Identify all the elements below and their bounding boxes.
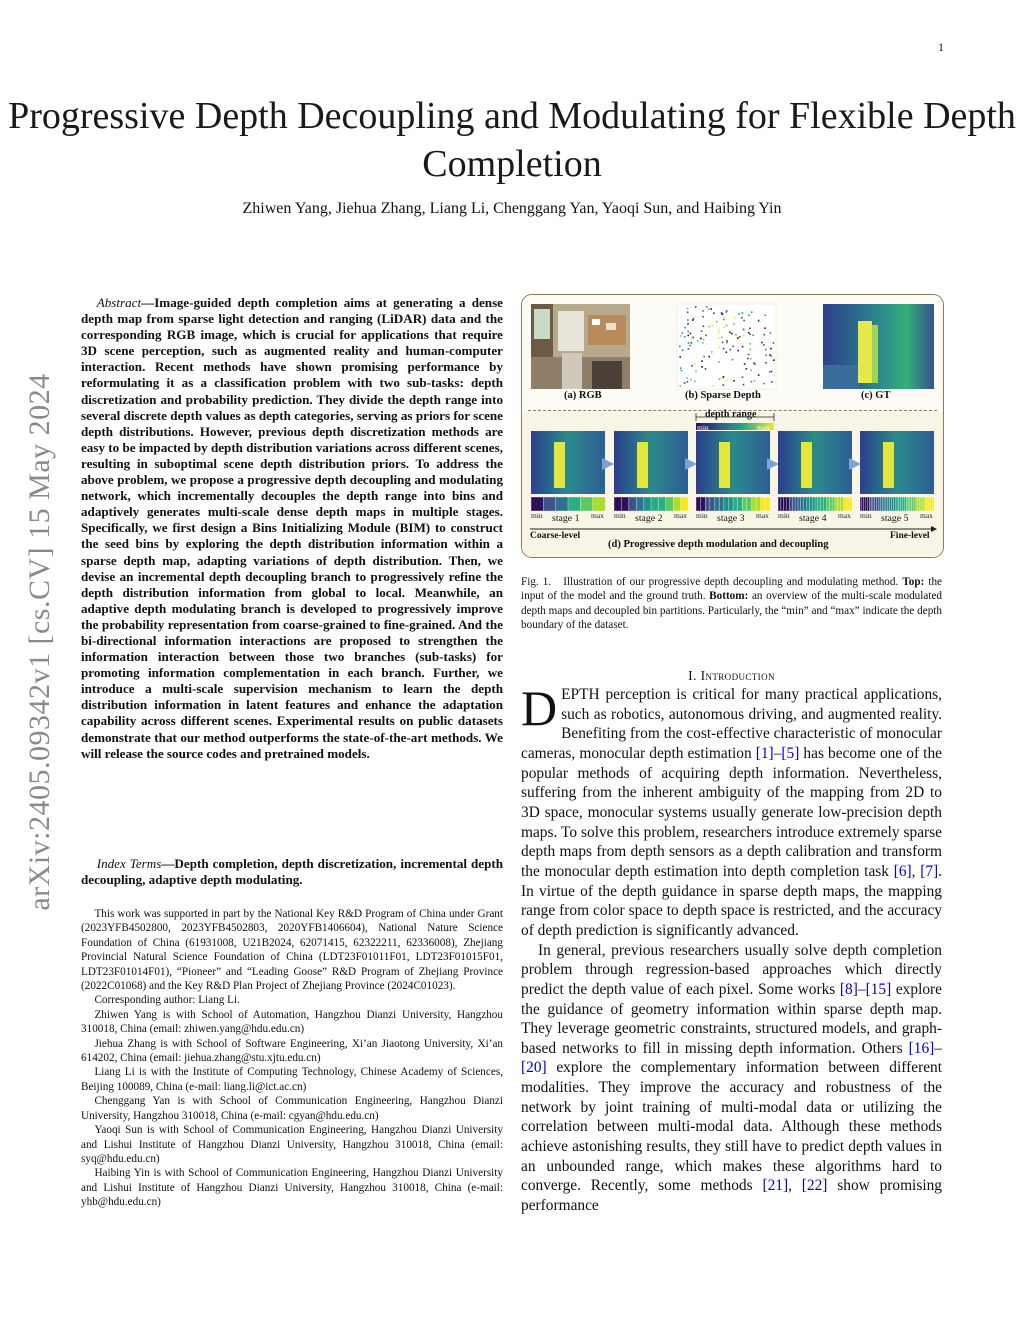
section-title: Introduction: [700, 668, 775, 683]
sparse-depth-point: [743, 335, 745, 337]
sparse-depth-point: [706, 306, 708, 308]
depth-bin: [556, 497, 569, 511]
depth-bin: [838, 497, 841, 511]
depth-bin: [815, 497, 818, 511]
sparse-depth-point: [723, 384, 725, 386]
depth-bin: [824, 497, 827, 511]
depth-bin: [795, 497, 798, 511]
sparse-depth-point: [764, 327, 766, 329]
sparse-depth-point: [705, 335, 707, 337]
footnote-affiliation: Liang Li is with the Institute of Computing Technology, Chinese Academy of Sciences, Beijing 100089, China (e-mail: liang.li@ict.ac.cn): [81, 1066, 503, 1093]
footnote-affiliation: Yaoqi Sun is with School of Communication Engineering, Hangzhou Dianzi University and Lishui Institute of Hangzhou Dianzi University, Hangzhou 310018, China (email: syq@hdu.edu.cn): [81, 1124, 503, 1165]
caption-bottom-text: an overview of the multi-scale modulated depth maps and decoupled bin partitions. Particularly, the “min” and “max” indicate the depth boundary of the dataset.: [521, 590, 943, 632]
modulated-depth-map: [696, 431, 770, 494]
depth-bin: [835, 497, 838, 511]
sparse-depth-point: [689, 345, 691, 347]
page-number: 1: [938, 40, 944, 54]
sparse-depth-point: [710, 308, 712, 310]
depth-bin: [747, 497, 752, 511]
intro-text: show promising performance: [521, 1177, 942, 1215]
caption-label: Fig. 1.: [521, 576, 552, 588]
sparse-depth-point: [721, 312, 723, 314]
depth-bin: [765, 497, 770, 511]
sparse-depth-point: [726, 379, 728, 381]
sparse-depth-point: [680, 367, 682, 369]
intro-text: EPTH perception is critical for many practical applications, such as robotics, autonomous driving, and augmented reality. Benefiting from the cost-effective characteristic of monocular cameras, monocular depth estimation: [521, 686, 943, 762]
range-max: max: [757, 423, 770, 432]
sparse-depth-point: [701, 366, 703, 368]
citation-link[interactable]: [5]: [781, 744, 800, 762]
drop-cap: D: [521, 680, 558, 736]
caption-bottom-label: Bottom:: [709, 590, 749, 603]
depth-bin: [756, 497, 761, 511]
depth-bin: [543, 497, 556, 511]
sparse-depth-point: [732, 346, 734, 348]
bin-max-label: max: [838, 511, 851, 520]
sparse-depth-point: [747, 358, 749, 360]
depth-bin: [804, 497, 807, 511]
depth-bin: [728, 497, 733, 511]
depth-bin: [781, 497, 784, 511]
sparse-depth-point: [758, 320, 760, 322]
sparse-depth-point: [725, 311, 727, 313]
sparse-depth-point: [688, 348, 690, 350]
intro-paragraph-1: [521, 680, 943, 941]
figure-1: [521, 294, 944, 558]
section-number: I.: [688, 668, 697, 683]
intro-text: In general, previous researchers usually solve depth completion problem through regression-based approaches which directly predict the depth value of each pixel. Some works: [521, 941, 942, 998]
rgb-image: [531, 304, 630, 389]
depth-bin: [738, 497, 743, 511]
sparse-depth-point: [724, 316, 726, 318]
footnote-funding: This work was supported in part by the National Key R&D Program of China under Grant (2023YFB4502800, 2023YFB4502803, 2020YFB1406604), National Nature Science Foundation of China (61931008, U21B2024, 62071415, 62322211, 62336008), Zhejiang Provincial Natural Science Foundation of China (LDT23F01011F01, LDT23F01015F01, LDT23F01014F01), “Pioneer” and “Leading Goose” R&D Program of Zhejiang Province (2022C01068) and the Key R&D Plan Project of Zhejiang Province (2024C01023).: [81, 908, 503, 993]
sparse-depth-point: [729, 332, 731, 334]
depth-bin: [812, 497, 815, 511]
range-min: min: [697, 423, 709, 432]
intro-text: explore the guidance of geometry information within sparse depth map. They leverage geometric constraints, structured models, and graph-based networks to fill in missing depth information. Others: [521, 980, 943, 1057]
bin-min-label: min: [614, 511, 626, 520]
abstract: [81, 295, 503, 762]
sparse-depth-point: [684, 327, 686, 329]
sparse-depth-point: [691, 365, 693, 367]
depth-bin: [784, 497, 787, 511]
sparse-depth-point: [749, 343, 751, 345]
sparse-depth-point: [690, 333, 692, 335]
sparse-depth-point: [684, 382, 686, 384]
caption-top-label: Top:: [902, 576, 925, 588]
sparse-depth-point: [688, 335, 690, 337]
modulated-depth-map: [614, 431, 688, 494]
depth-bin: [531, 497, 544, 511]
depth-bin: [841, 497, 844, 511]
sparse-depth-point: [719, 378, 721, 380]
sparse-depth-point: [763, 383, 765, 385]
sparse-depth-point: [718, 329, 720, 331]
depth-bin: [821, 497, 824, 511]
depth-bin: [593, 497, 606, 511]
sparse-depth-point: [681, 370, 683, 372]
depth-bin: [806, 497, 809, 511]
sparse-depth-point: [718, 361, 720, 363]
depth-bin: [798, 497, 801, 511]
depth-bin: [568, 497, 581, 511]
caption-text: Illustration of our progressive depth decoupling and modulating method.: [563, 576, 899, 588]
sparse-depth-point: [716, 321, 718, 323]
footnote-affiliation: Haibing Yin is with School of Communication Engineering, Hangzhou Dianzi University and Lishui Institute of Hangzhou Dianzi University, Hangzhou 310018, China (e-mail: yhb@hdu.edu.cn): [81, 1167, 503, 1209]
depth-range-label: depth range: [705, 409, 757, 420]
citation-link[interactable]: [1]: [755, 744, 774, 762]
sparse-depth-point: [711, 351, 713, 353]
bin-min-label: min: [531, 511, 543, 520]
depth-bin: [651, 497, 659, 511]
depth-bin: [580, 497, 593, 511]
sparse-depth-point: [726, 340, 728, 342]
intro-text: . In virtue of the depth guidance in sparse depth maps, the mapping range from color space to depth space is restricted, and the accuracy of depth prediction is significantly advanced.: [521, 862, 942, 939]
sparse-depth-point: [746, 368, 748, 370]
bin-max-label: max: [920, 511, 933, 520]
fine-level-label: Fine-level: [890, 531, 930, 541]
sparse-depth-point: [726, 342, 728, 344]
sparse-depth-point: [744, 363, 746, 365]
footnote-corresponding: Corresponding author: Liang Li.: [94, 994, 240, 1007]
sparse-depth-point: [771, 371, 773, 373]
panel-c-label: (c) GT: [861, 390, 891, 401]
sparse-depth-point: [687, 331, 689, 333]
footnote-affiliation: Chenggang Yan is with School of Communication Engineering, Hangzhou Dianzi University, Hangzhou 310018, China (e-mail: cgyan@hdu.edu.cn): [81, 1095, 503, 1122]
sparse-depth-point: [773, 342, 775, 344]
sparse-depth-point: [702, 310, 704, 312]
sparse-depth-point: [690, 379, 692, 381]
sparse-depth-point: [700, 338, 702, 340]
sparse-depth-point: [691, 342, 693, 344]
bin-min-label: min: [696, 511, 708, 520]
sparse-depth-point: [708, 326, 710, 328]
depth-bin: [829, 497, 832, 511]
depth-bin: [792, 497, 795, 511]
sparse-depth-point: [693, 318, 695, 320]
depth-bin: [614, 497, 622, 511]
sparse-depth-point: [723, 319, 725, 321]
sparse-depth-point: [723, 348, 725, 350]
sparse-depth-point: [726, 351, 728, 353]
sparse-depth-point: [749, 333, 751, 335]
sparse-depth-point: [719, 346, 721, 348]
depth-bin: [621, 497, 629, 511]
sparse-depth-point: [697, 340, 699, 342]
depth-bin: [818, 497, 821, 511]
introduction-body: [521, 680, 943, 1216]
intro-text: –: [857, 980, 866, 998]
sparse-depth-point: [763, 334, 765, 336]
sparse-depth-point: [735, 317, 737, 319]
sparse-depth-point: [702, 316, 704, 318]
depth-bin: [809, 497, 812, 511]
depth-bin: [715, 497, 720, 511]
bin-max-label: max: [591, 511, 604, 520]
depth-bin: [710, 497, 715, 511]
sparse-depth-point: [750, 349, 752, 351]
depth-bin: [701, 497, 706, 511]
sparse-depth-point: [761, 342, 763, 344]
citation-link[interactable]: [20]: [521, 1059, 547, 1077]
citation-link[interactable]: [22]: [801, 1177, 828, 1195]
sparse-depth-point: [718, 331, 720, 333]
citation-link[interactable]: [16]: [908, 1039, 935, 1057]
depth-bin: [719, 497, 724, 511]
sparse-depth-point: [763, 344, 765, 346]
sparse-depth-point: [774, 375, 776, 377]
depth-bin: [636, 497, 644, 511]
depth-bin: [787, 497, 790, 511]
depth-object-region: [801, 442, 812, 488]
sparse-depth-point: [687, 381, 689, 383]
sparse-depth-point: [718, 337, 720, 339]
sparse-depth-point: [733, 380, 735, 382]
bin-max-label: max: [756, 511, 769, 520]
sparse-depth-point: [770, 332, 772, 334]
bin-min-label: min: [860, 511, 872, 520]
sparse-depth-point: [694, 363, 696, 365]
depth-object-region: [883, 442, 894, 488]
sparse-depth-point: [687, 308, 689, 310]
sparse-depth-point: [687, 323, 689, 325]
depth-bin: [666, 497, 674, 511]
footnote-affiliation: Zhiwen Yang is with School of Automation, Hangzhou Dianzi University, Hangzhou 310018, China (email: zhiwen.yang@hdu.edu.cn): [81, 1008, 503, 1036]
sparse-depth-point: [750, 369, 752, 371]
sparse-depth-point: [723, 376, 725, 378]
depth-bin: [801, 497, 804, 511]
sparse-depth-point: [731, 333, 733, 335]
sparse-depth-point: [751, 381, 753, 383]
sparse-depth-point: [730, 349, 732, 351]
citation-link[interactable]: [8]: [839, 980, 858, 998]
sparse-depth-point: [751, 311, 753, 313]
sparse-depth-point: [743, 329, 745, 331]
sparse-depth-point: [695, 306, 697, 308]
sparse-depth-point: [769, 354, 771, 356]
sparse-depth-point: [701, 330, 703, 332]
sparse-depth-point: [712, 385, 714, 387]
depth-object-region: [554, 442, 565, 488]
stage-label: stage 2: [635, 513, 663, 524]
sparse-depth-point: [679, 356, 681, 358]
index-terms-lead: Index Terms: [96, 856, 162, 871]
sparse-depth-point: [770, 348, 772, 350]
sparse-depth-point: [692, 337, 694, 339]
arxiv-id: arXiv:2405.09342v1 [cs.CV] 15 May 2024: [23, 373, 56, 911]
citation-link[interactable]: [21]: [762, 1177, 789, 1195]
index-terms-text: —Depth completion, depth discretization, incremental depth decoupling, adaptive depth modulating.: [81, 856, 504, 888]
depth-bin: [761, 497, 766, 511]
depth-bin: [932, 497, 934, 511]
sparse-depth-point: [679, 385, 681, 387]
depth-bin: [846, 497, 849, 511]
abstract-lead: Abstract: [96, 295, 142, 310]
gt-depth-image: [823, 304, 934, 389]
sparse-depth-point: [722, 342, 724, 344]
modulated-depth-map: [531, 431, 605, 494]
sparse-depth-point: [687, 312, 689, 314]
intro-text: ,: [911, 862, 921, 880]
figure-top-panel: [522, 295, 943, 410]
sparse-depth-point: [679, 346, 681, 348]
sparse-depth-point: [753, 362, 755, 364]
figure-bottom-panel: [522, 409, 943, 557]
index-terms: [81, 856, 503, 888]
sparse-depth-point: [726, 325, 728, 327]
sparse-depth-point: [703, 356, 705, 358]
sparse-depth-point: [769, 371, 771, 373]
sparse-depth-point: [687, 319, 689, 321]
sparse-depth-point: [733, 323, 735, 325]
sparse-depth-point: [705, 368, 707, 370]
intro-text: –: [773, 744, 782, 762]
intro-text: –: [934, 1039, 942, 1057]
modulated-depth-map: [778, 431, 852, 494]
depth-bin: [673, 497, 681, 511]
sparse-depth-point: [741, 317, 743, 319]
arxiv-stamp: [20, 342, 60, 942]
depth-object-region: [637, 442, 648, 488]
sparse-depth-point: [765, 349, 767, 351]
sparse-depth-point: [687, 377, 689, 379]
sparse-depth-point: [737, 337, 739, 339]
sparse-depth-point: [708, 356, 710, 358]
depth-bin: [849, 497, 852, 511]
sparse-depth-point: [748, 314, 750, 316]
bin-min-label: min: [778, 511, 790, 520]
citation-link[interactable]: [15]: [865, 980, 892, 998]
figure-caption: [521, 575, 942, 633]
coarse-level-label: Coarse-level: [530, 531, 581, 541]
depth-bin: [733, 497, 738, 511]
sparse-depth-point: [765, 315, 767, 317]
panel-d-label: (d) Progressive depth modulation and decoupling: [608, 539, 829, 550]
sparse-depth-point: [680, 335, 682, 337]
citation-link[interactable]: [7]: [920, 862, 939, 880]
depth-bin: [705, 497, 710, 511]
sparse-depth-point: [735, 334, 737, 336]
sparse-depth-point: [743, 320, 745, 322]
depth-bin: [789, 497, 792, 511]
sparse-depth-point: [743, 384, 745, 386]
sparse-depth-image: [677, 304, 776, 389]
sparse-depth-point: [765, 362, 767, 364]
depth-bin: [752, 497, 757, 511]
depth-bin: [629, 497, 637, 511]
sparse-depth-point: [708, 308, 710, 310]
sparse-depth-point: [738, 313, 740, 315]
depth-bin: [681, 497, 689, 511]
depth-bin: [724, 497, 729, 511]
modulated-depth-map: [860, 431, 934, 494]
sparse-depth-point: [682, 350, 684, 352]
paper-title: Progressive Depth Decoupling and Modulating for Flexible Depth Completion: [8, 95, 1016, 185]
sparse-depth-point: [773, 359, 775, 361]
sparse-depth-point: [748, 354, 750, 356]
sparse-depth-point: [739, 336, 741, 338]
sparse-depth-point: [742, 346, 744, 348]
author-list: Zhiwen Yang, Jiehua Zhang, Liang Li, Chenggang Yan, Yaoqi Sun, and Haibing Yin: [242, 200, 782, 217]
sparse-depth-point: [773, 357, 775, 359]
stage-label: stage 5: [881, 513, 909, 524]
sparse-depth-point: [713, 312, 715, 314]
stage-label: stage 1: [552, 513, 580, 524]
stage-label: stage 3: [717, 513, 745, 524]
intro-text: explore the complementary information between different modalities. They improve the accuracy and robustness of the network by joint training of multi-modal data or utilizing the correlation between multi-modal data. Although these methods achieve astonishing results, they still have to predict depth values in an unbounded range, which makes these algorithms hard to converge. Recently, some methods: [521, 1059, 942, 1195]
sparse-depth-point: [703, 339, 705, 341]
depth-bin: [644, 497, 652, 511]
intro-text: has become one of the popular methods of acquiring depth information. Nevertheless, suffering from the inherent ambiguity of the mapping from 2D to 3D space, monocular systems usually generate low-precision depth maps. To solve this problem, researchers introduce extremely sparse depth maps from depth sensors as a depth calibration and transform the monocular depth estimation into depth completion task: [521, 744, 942, 880]
sparse-depth-point: [721, 337, 723, 339]
panel-a-label: (a) RGB: [564, 390, 602, 401]
bin-max-label: max: [674, 511, 687, 520]
depth-bin: [832, 497, 835, 511]
depth-object-region: [719, 442, 730, 488]
sparse-depth-point: [765, 355, 767, 357]
sparse-depth-point: [684, 336, 686, 338]
sparse-depth-point: [737, 350, 739, 352]
panel-b-label: (b) Sparse Depth: [685, 390, 761, 401]
stage-label: stage 4: [799, 513, 827, 524]
figure-bottom-graphics: [522, 412, 943, 557]
sparse-depth-point: [771, 381, 773, 383]
sparse-depth-point: [692, 319, 694, 321]
sparse-depth-point: [712, 325, 714, 327]
sparse-depth-point: [695, 371, 697, 373]
sparse-depth-point: [721, 378, 723, 380]
sparse-depth-point: [758, 374, 760, 376]
sparse-depth-point: [742, 312, 744, 314]
depth-bin: [778, 497, 781, 511]
depth-bin: [843, 497, 846, 511]
depth-bin: [658, 497, 666, 511]
sparse-depth-point: [681, 332, 683, 334]
sparse-depth-point: [688, 342, 690, 344]
depth-bin: [826, 497, 829, 511]
sparse-depth-point: [749, 328, 751, 330]
sparse-depth-point: [732, 359, 734, 361]
sparse-depth-point: [694, 381, 696, 383]
sparse-depth-point: [752, 335, 754, 337]
footnote-affiliation: Jiehua Zhang is with School of Software Engineering, Xi’an Jiaotong University, Xi’an 614202, China (email: jiehua.zhang@stu.xjtu.edu.cn): [81, 1037, 503, 1065]
citation-link[interactable]: [6]: [893, 862, 912, 880]
caption-top-text: the input of the model and the ground truth.: [521, 576, 943, 603]
intro-text: ,: [788, 1177, 802, 1195]
sparse-depth-point: [742, 376, 744, 378]
sparse-depth-point: [748, 332, 750, 334]
sparse-depth-point: [691, 338, 693, 340]
depth-bin: [742, 497, 747, 511]
sparse-depth-point: [702, 342, 704, 344]
intro-paragraph-2: [521, 941, 942, 1216]
sparse-depth-point: [754, 380, 756, 382]
section-heading: [521, 668, 942, 684]
depth-bin: [696, 497, 701, 511]
abstract-text: —Image-guided depth completion aims at generating a dense depth map from sparse light detection and ranging (LiDAR) data and the corresponding RGB image, which is crucial for applications that require 3D scene perception, such as augmented reality and human-computer interaction. Recent methods have shown promising performance by reformulating it as a classification problem with two sub-tasks: depth discretization and probability prediction. They divide the depth range into several discrete depth values as depth categories, serving as priors for scene depth distributions. However, previous depth discretization methods are easy to be impacted by depth distribution variations across different scenes, resulting in suboptimal scene depth distribution priors. To address the above problem, we propose a progressive depth decoupling and modulating network, which incrementally decouples the depth range into bins and adaptively generates multi-scale dense depth maps in multiple stages. Specifically, we first design a Bins Initializing Module (BIM) to construct the seed bins by exploring the depth distribution information within a sparse depth map, adapting variations of depth distribution. Then, we devise an incremental depth decoupling branch to progressively refine the depth distribution information from global to local. Meanwhile, an adaptive depth modulating branch is developed to progressively improve the probability representation from coarse-grained to fine-grained. And the bi-directional information interactions are proposed to strengthen the information interaction between those two branches (sub-tasks) for promoting information complementation in each branch. Further, we introduce a multi-scale supervision mechanism to learn the depth distribution information in latent features and enhance the adaptation capability across different scenes. Experimental results on public datasets demonstrate that our method outperforms the state-of-the-art methods. We will release the source codes and pretrained models.: [81, 295, 503, 761]
footnotes: [81, 907, 503, 1210]
sparse-depth-point: [703, 326, 705, 328]
sparse-depth-point: [750, 358, 752, 360]
sparse-depth-point: [701, 360, 703, 362]
sparse-depth-point: [736, 339, 738, 341]
sparse-depth-point: [723, 326, 725, 328]
